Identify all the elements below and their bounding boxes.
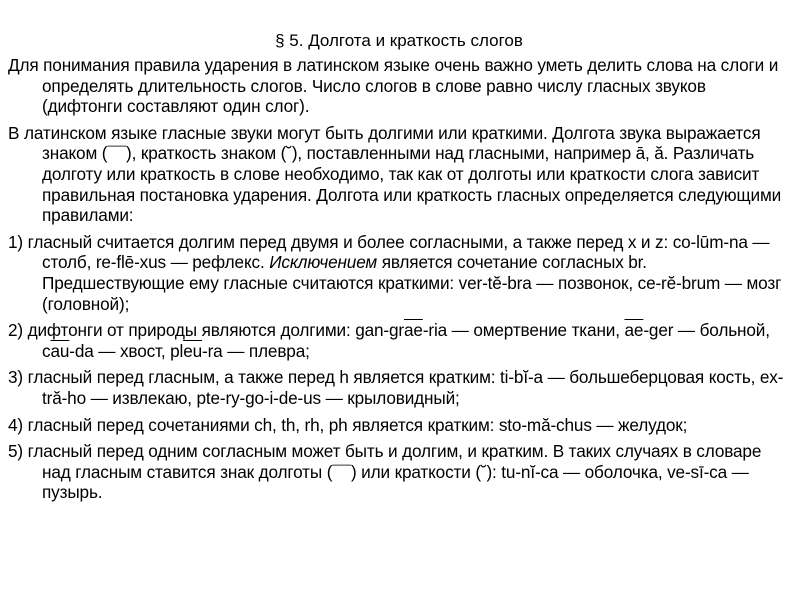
rule-2-text: 2) дифтонги от природы являются долгими: gan-gr xyxy=(8,320,404,341)
diphthong-au: $\overline{au}$ xyxy=(50,340,70,361)
rule-2-text: -ger — больной, c xyxy=(42,320,770,361)
rule-2-text: -ria — омертвение ткани, xyxy=(422,320,625,341)
rule-2 xyxy=(8,320,790,361)
rule-1-italic-exception: Исключением xyxy=(269,252,378,273)
rule-5: 5) гласный перед одним согласным может быть и долгим, и кратким. В таких случаях в словаре над гласным ставится знак долготы (¯¯) или краткости (˘): tu-nĭ-ca — оболочка, ve-sī-ca — пузырь. xyxy=(8,441,762,503)
paragraph-intro: Для понимания правила ударения в латинском языке очень важно уметь делить слова на слоги и определять длительность слогов. Число слогов в слове равно числу гласных звуков (дифтонги составляют один слог). xyxy=(8,55,779,117)
rule-1-text: 1) гласный считается долгим перед двумя и более согласными, а также перед x и z: co-lūm-na — столб, re-flē-xus — рефлекс. xyxy=(8,231,770,273)
rule-2-text: -da — хвост, pl xyxy=(69,340,184,361)
rule-3: 3) гласный перед гласным, а также перед h является кратким: ti-bĭ-a — большеберцовая кость, ex-tră-ho — извлекаю, pte-ry-go-i-de-us — крыловидный; xyxy=(8,367,784,408)
section-title: § 5. Долгота и краткость слогов xyxy=(275,31,523,50)
diphthong-ae: $\overline{ae}$ xyxy=(624,320,644,341)
rule-1 xyxy=(8,232,790,314)
rule-2-text: -ra — плевра; xyxy=(202,340,310,361)
rule-1-text-continued: является сочетание согласных br. Предшествующие ему гласные считаются краткими: ver-tĕ-bra — позвонок, ce-rĕ-brum — мозг (головной); xyxy=(42,252,782,314)
diphthong-eu: $\overline{eu}$ xyxy=(183,340,203,361)
diphthong-ae: $\overline{ae}$ xyxy=(403,320,423,341)
rule-4: 4) гласный перед сочетаниями ch, th, rh, ph является кратким: sto-mă-chus — желудок; xyxy=(8,414,688,435)
paragraph-vowel-length: В латинском языке гласные звуки могут быть долгими или краткими. Долгота звука выражается знаком (¯¯), краткость знаком (˘), поставленными над гласными, например ā, ă. Различать долготу или краткость в слове необходимо, так как от долготы или краткости слога зависит правильная постановка ударения. Долгота или краткость гласных определяется следующими правилами: xyxy=(8,122,782,226)
